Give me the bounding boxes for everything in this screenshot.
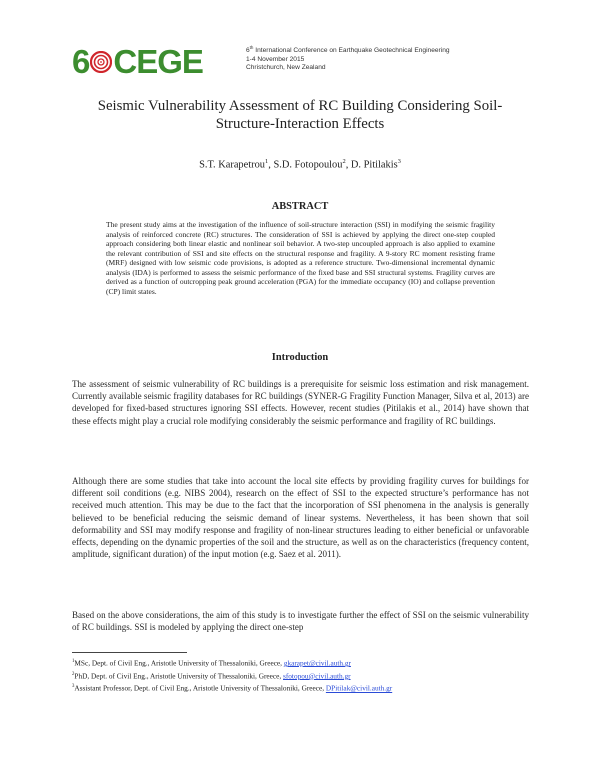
abstract-text: The present study aims at the investigation of the influence of soil-structure interaction (SSI) in modifying the seismic fragility analysis of reinforced concrete (RC) structures. The consideration of SSI is achieved by applying the direct one-step coupled approach considering both linear elastic and nonlinear soil behavior. A two-step uncoupled approach is also applied to examine the relevant contribution of SSI and site effects on the structural response and fragility. A 9-story RC moment resisting frame (MRF) designed with low seismic code provisions, is adopted as a reference structure. Two-dimensional incremental dynamic analysis (IDA) is performed to assess the seismic performance of the fixed base and SSI structural systems. Fragility curves are derived as a function of outcropping peak ground acceleration (PGA) for the immediate occupancy (IO) and collapse prevention (CP) limit states. [106, 220, 495, 296]
footnote-mark: 3 [72, 684, 75, 690]
conference-location: Christchurch, New Zealand [246, 64, 326, 72]
logo-letters: CEGE [113, 43, 203, 80]
footnote-text: MSc, Dept. of Civil Eng., Aristotle University of Thessaloniki, Greece, [74, 658, 284, 668]
author-name: S.T. Karapetrou [199, 159, 265, 171]
paper-title: Seismic Vulnerability Assessment of RC Building Considering Soil-Structure-Interaction Effects [97, 98, 503, 132]
conference-logo [72, 44, 203, 80]
footnote-divider [72, 652, 187, 653]
conference-header [72, 44, 542, 80]
conference-info [246, 44, 450, 73]
conference-title: International Conference on Earthquake Geotechnical Engineering [253, 47, 450, 55]
footnote [72, 669, 542, 682]
body-paragraph: Based on the above considerations, the aim of this study is to investigate further the effect of SSI on the seismic vulnerability of RC buildings. SSI is modeled by applying the direct one-step [72, 610, 529, 633]
body-paragraph: The assessment of seismic vulnerability of RC buildings is a prerequisite for seismic loss estimation and risk management. Currently available seismic fragility databases for RC buildings (SYNER-G Fragility Function Manager, Silva et al, 2013) are developed for fixed-based structures ignoring SSI effects. However, recent studies (Pitilakis et al., 2014) have shown that these effects might play a crucial role modifying considerably the seismic performance and fragility of RC buildings. [72, 379, 529, 426]
target-ring-icon [90, 51, 112, 73]
author-list [72, 158, 528, 170]
author-affiliation-mark: 2 [342, 158, 346, 165]
section-heading-introduction: Introduction [271, 352, 329, 363]
author-separator: , [268, 159, 274, 171]
conference-ordinal: 6 [246, 47, 250, 55]
footnote-text: Assistant Professor, Dept. of Civil Eng., Aristotle University of Thessaloniki, Greece, [74, 683, 326, 693]
abstract-heading: ABSTRACT [271, 201, 329, 212]
author-affiliation-mark: 3 [397, 158, 401, 165]
author-separator: , [345, 159, 351, 171]
body-paragraph: Although there are some studies that take into account the local site effects by providing fragility curves for buildings for different soil conditions (e.g. NIBS 2004), research on the effect of SSI to the expected structure’s performance has not received much attention. This may be due to the fact that the incorporation of SSI phenomena in the analysis is generally believed to be beneficial reducing the seismic demand of linear systems. Nevertheless, it has been shown that soil deformability and SSI may modify response and fragility of non-linear structures leading to either beneficial or unfavorable effects, depending on the dynamic properties of the soil and the structure, as well as on the characteristics (frequency content, amplitude, significant duration) of the input motion (e.g. Saez et al. 2011). [72, 476, 529, 560]
conference-dates: 1-4 November 2015 [246, 55, 305, 63]
author-affiliation-mark: 1 [264, 158, 269, 165]
footnotes [72, 656, 542, 694]
email-link[interactable]: DPitilak@civil.auth.gr [325, 683, 393, 693]
footnote-mark: 1 [72, 659, 75, 664]
footnote [72, 656, 542, 669]
email-link[interactable]: sfotopou@civil.auth.gr [283, 671, 351, 681]
conference-name [246, 44, 450, 56]
email-link[interactable]: gkarapet@civil.auth.gr [283, 658, 351, 668]
footnote-text: PhD, Dept. of Civil Eng., Aristotle University of Thessaloniki, Greece, [74, 671, 284, 681]
logo-number: 6 [72, 43, 90, 80]
author-name: D. Pitilakis [350, 159, 398, 171]
footnote [72, 681, 542, 694]
conference-ordinal-suffix: th [249, 45, 254, 50]
author-name: S.D. Fotopoulou [273, 159, 343, 171]
footnote-mark: 2 [72, 671, 75, 677]
